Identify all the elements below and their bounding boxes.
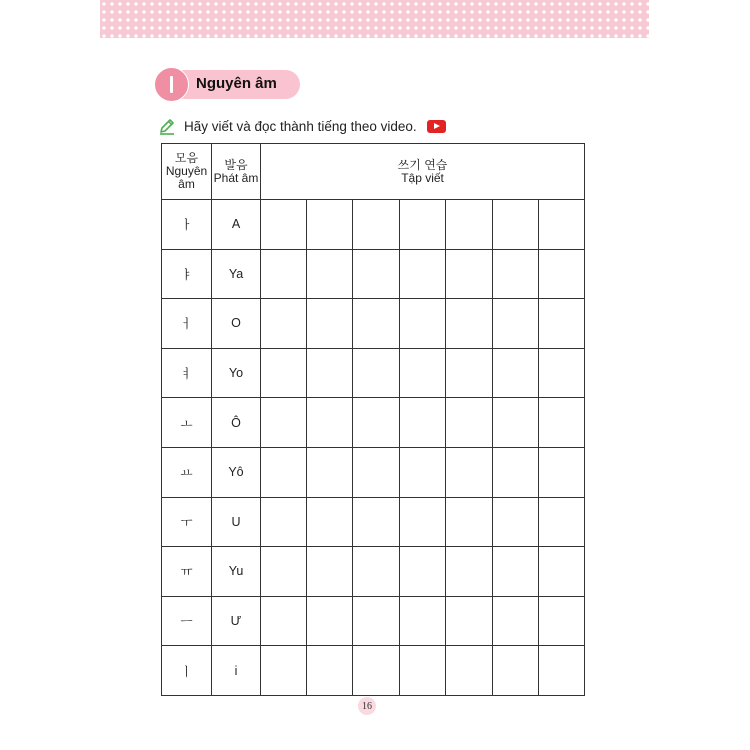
writing-practice-box[interactable] <box>400 299 446 349</box>
writing-practice-box[interactable] <box>539 348 585 398</box>
writing-practice-box[interactable] <box>261 348 307 398</box>
table-row <box>162 249 585 299</box>
writing-practice-box[interactable] <box>539 497 585 547</box>
writing-practice-box[interactable] <box>539 249 585 299</box>
writing-practice-box[interactable] <box>446 200 493 250</box>
pronunciation-cell: O <box>212 299 261 349</box>
pronunciation-cell: A <box>212 200 261 250</box>
table-row <box>162 200 585 250</box>
writing-practice-box[interactable] <box>307 348 353 398</box>
vowel-cell: ㅣ <box>162 646 212 696</box>
writing-practice-box[interactable] <box>446 299 493 349</box>
writing-practice-box[interactable] <box>446 348 493 398</box>
header-practice-ko: 쓰기 연습 <box>397 157 448 172</box>
writing-practice-box[interactable] <box>307 200 353 250</box>
writing-practice-box[interactable] <box>400 497 446 547</box>
vowel-cell: ㅓ <box>162 299 212 349</box>
table-row <box>162 348 585 398</box>
vowel-cell: ㅑ <box>162 249 212 299</box>
writing-practice-box[interactable] <box>400 596 446 646</box>
header-pron-ko: 발음 <box>224 157 248 172</box>
writing-practice-box[interactable] <box>446 398 493 448</box>
vowel-cell: ㅛ <box>162 447 212 497</box>
vowel-cell: ㅏ <box>162 200 212 250</box>
page-number: 16 <box>358 697 376 715</box>
writing-practice-box[interactable] <box>307 249 353 299</box>
writing-practice-box[interactable] <box>446 596 493 646</box>
writing-practice-box[interactable] <box>261 398 307 448</box>
header-vowel-ko: 모음 <box>174 151 199 165</box>
writing-practice-box[interactable] <box>493 299 539 349</box>
header-practice-vi: Tập viết <box>401 170 444 185</box>
writing-practice-box[interactable] <box>493 398 539 448</box>
section-heading <box>154 67 300 102</box>
writing-practice-box[interactable] <box>493 497 539 547</box>
pronunciation-cell: Ô <box>212 398 261 448</box>
table-row <box>162 447 585 497</box>
section-title: Nguyên âm <box>196 75 277 92</box>
writing-practice-box[interactable] <box>493 596 539 646</box>
writing-practice-box[interactable] <box>493 348 539 398</box>
writing-practice-box[interactable] <box>539 398 585 448</box>
numeral-one-badge <box>154 67 189 102</box>
vowel-cell: ㅜ <box>162 497 212 547</box>
writing-practice-box[interactable] <box>261 596 307 646</box>
instruction-text: Hãy viết và đọc thành tiếng theo video. <box>184 118 417 134</box>
instruction-line <box>158 116 446 136</box>
writing-practice-box[interactable] <box>400 547 446 597</box>
writing-practice-box[interactable] <box>539 447 585 497</box>
writing-practice-box[interactable] <box>353 646 400 696</box>
writing-practice-box[interactable] <box>539 596 585 646</box>
writing-practice-box[interactable] <box>307 547 353 597</box>
writing-practice-box[interactable] <box>261 249 307 299</box>
pronunciation-cell: Yu <box>212 547 261 597</box>
writing-practice-box[interactable] <box>261 200 307 250</box>
table-row <box>162 646 585 696</box>
writing-practice-box[interactable] <box>400 447 446 497</box>
pronunciation-cell: Yô <box>212 447 261 497</box>
writing-practice-box[interactable] <box>307 299 353 349</box>
vowel-cell: ㅕ <box>162 348 212 398</box>
vowel-cell: ㅗ <box>162 398 212 448</box>
writing-practice-box[interactable] <box>353 447 400 497</box>
writing-practice-box[interactable] <box>493 200 539 250</box>
writing-practice-box[interactable] <box>261 497 307 547</box>
table-row <box>162 299 585 349</box>
writing-practice-box[interactable] <box>493 646 539 696</box>
pronunciation-cell: i <box>212 646 261 696</box>
writing-practice-box[interactable] <box>400 398 446 448</box>
table-row <box>162 547 585 597</box>
vowel-cell: ㅠ <box>162 547 212 597</box>
writing-practice-box[interactable] <box>307 596 353 646</box>
writing-practice-box[interactable] <box>261 646 307 696</box>
writing-practice-box[interactable] <box>539 200 585 250</box>
writing-practice-box[interactable] <box>400 249 446 299</box>
writing-practice-box[interactable] <box>400 200 446 250</box>
writing-practice-box[interactable] <box>493 547 539 597</box>
pronunciation-cell: Yo <box>212 348 261 398</box>
writing-practice-box[interactable] <box>353 497 400 547</box>
header-pronunciation <box>212 144 261 200</box>
youtube-play-icon[interactable] <box>427 120 446 133</box>
writing-practice-box[interactable] <box>446 497 493 547</box>
writing-practice-box[interactable] <box>353 299 400 349</box>
table-row <box>162 497 585 547</box>
pronunciation-cell: Ư <box>212 596 261 646</box>
writing-practice-box[interactable] <box>493 249 539 299</box>
header-pron-vi: Phát âm <box>213 170 259 185</box>
writing-practice-box[interactable] <box>307 497 353 547</box>
writing-practice-box[interactable] <box>353 348 400 398</box>
vowel-practice-table <box>161 143 585 696</box>
header-pattern-banner <box>100 0 649 38</box>
writing-practice-box[interactable] <box>353 249 400 299</box>
writing-practice-box[interactable] <box>400 348 446 398</box>
pronunciation-cell: U <box>212 497 261 547</box>
writing-practice-box[interactable] <box>539 299 585 349</box>
header-vowel <box>162 144 212 200</box>
writing-practice-box[interactable] <box>307 447 353 497</box>
vowel-cell: ㅡ <box>162 596 212 646</box>
table-header-row <box>162 144 585 200</box>
writing-practice-box[interactable] <box>261 299 307 349</box>
pronunciation-cell: Ya <box>212 249 261 299</box>
writing-practice-box[interactable] <box>261 547 307 597</box>
writing-practice-box[interactable] <box>400 646 446 696</box>
writing-practice-box[interactable] <box>446 447 493 497</box>
writing-practice-box[interactable] <box>539 547 585 597</box>
writing-practice-box[interactable] <box>446 249 493 299</box>
writing-practice-box[interactable] <box>307 646 353 696</box>
writing-practice-box[interactable] <box>493 447 539 497</box>
header-writing-practice <box>261 144 585 200</box>
writing-practice-box[interactable] <box>353 547 400 597</box>
table-row <box>162 398 585 448</box>
writing-practice-box[interactable] <box>307 398 353 448</box>
writing-practice-box[interactable] <box>353 398 400 448</box>
writing-practice-box[interactable] <box>353 596 400 646</box>
pencil-icon <box>158 117 176 135</box>
writing-practice-box[interactable] <box>353 200 400 250</box>
table-row <box>162 596 585 646</box>
writing-practice-box[interactable] <box>261 447 307 497</box>
writing-practice-box[interactable] <box>446 547 493 597</box>
header-vowel-vi: Nguyên âm <box>165 164 208 191</box>
writing-practice-box[interactable] <box>446 646 493 696</box>
writing-practice-box[interactable] <box>539 646 585 696</box>
